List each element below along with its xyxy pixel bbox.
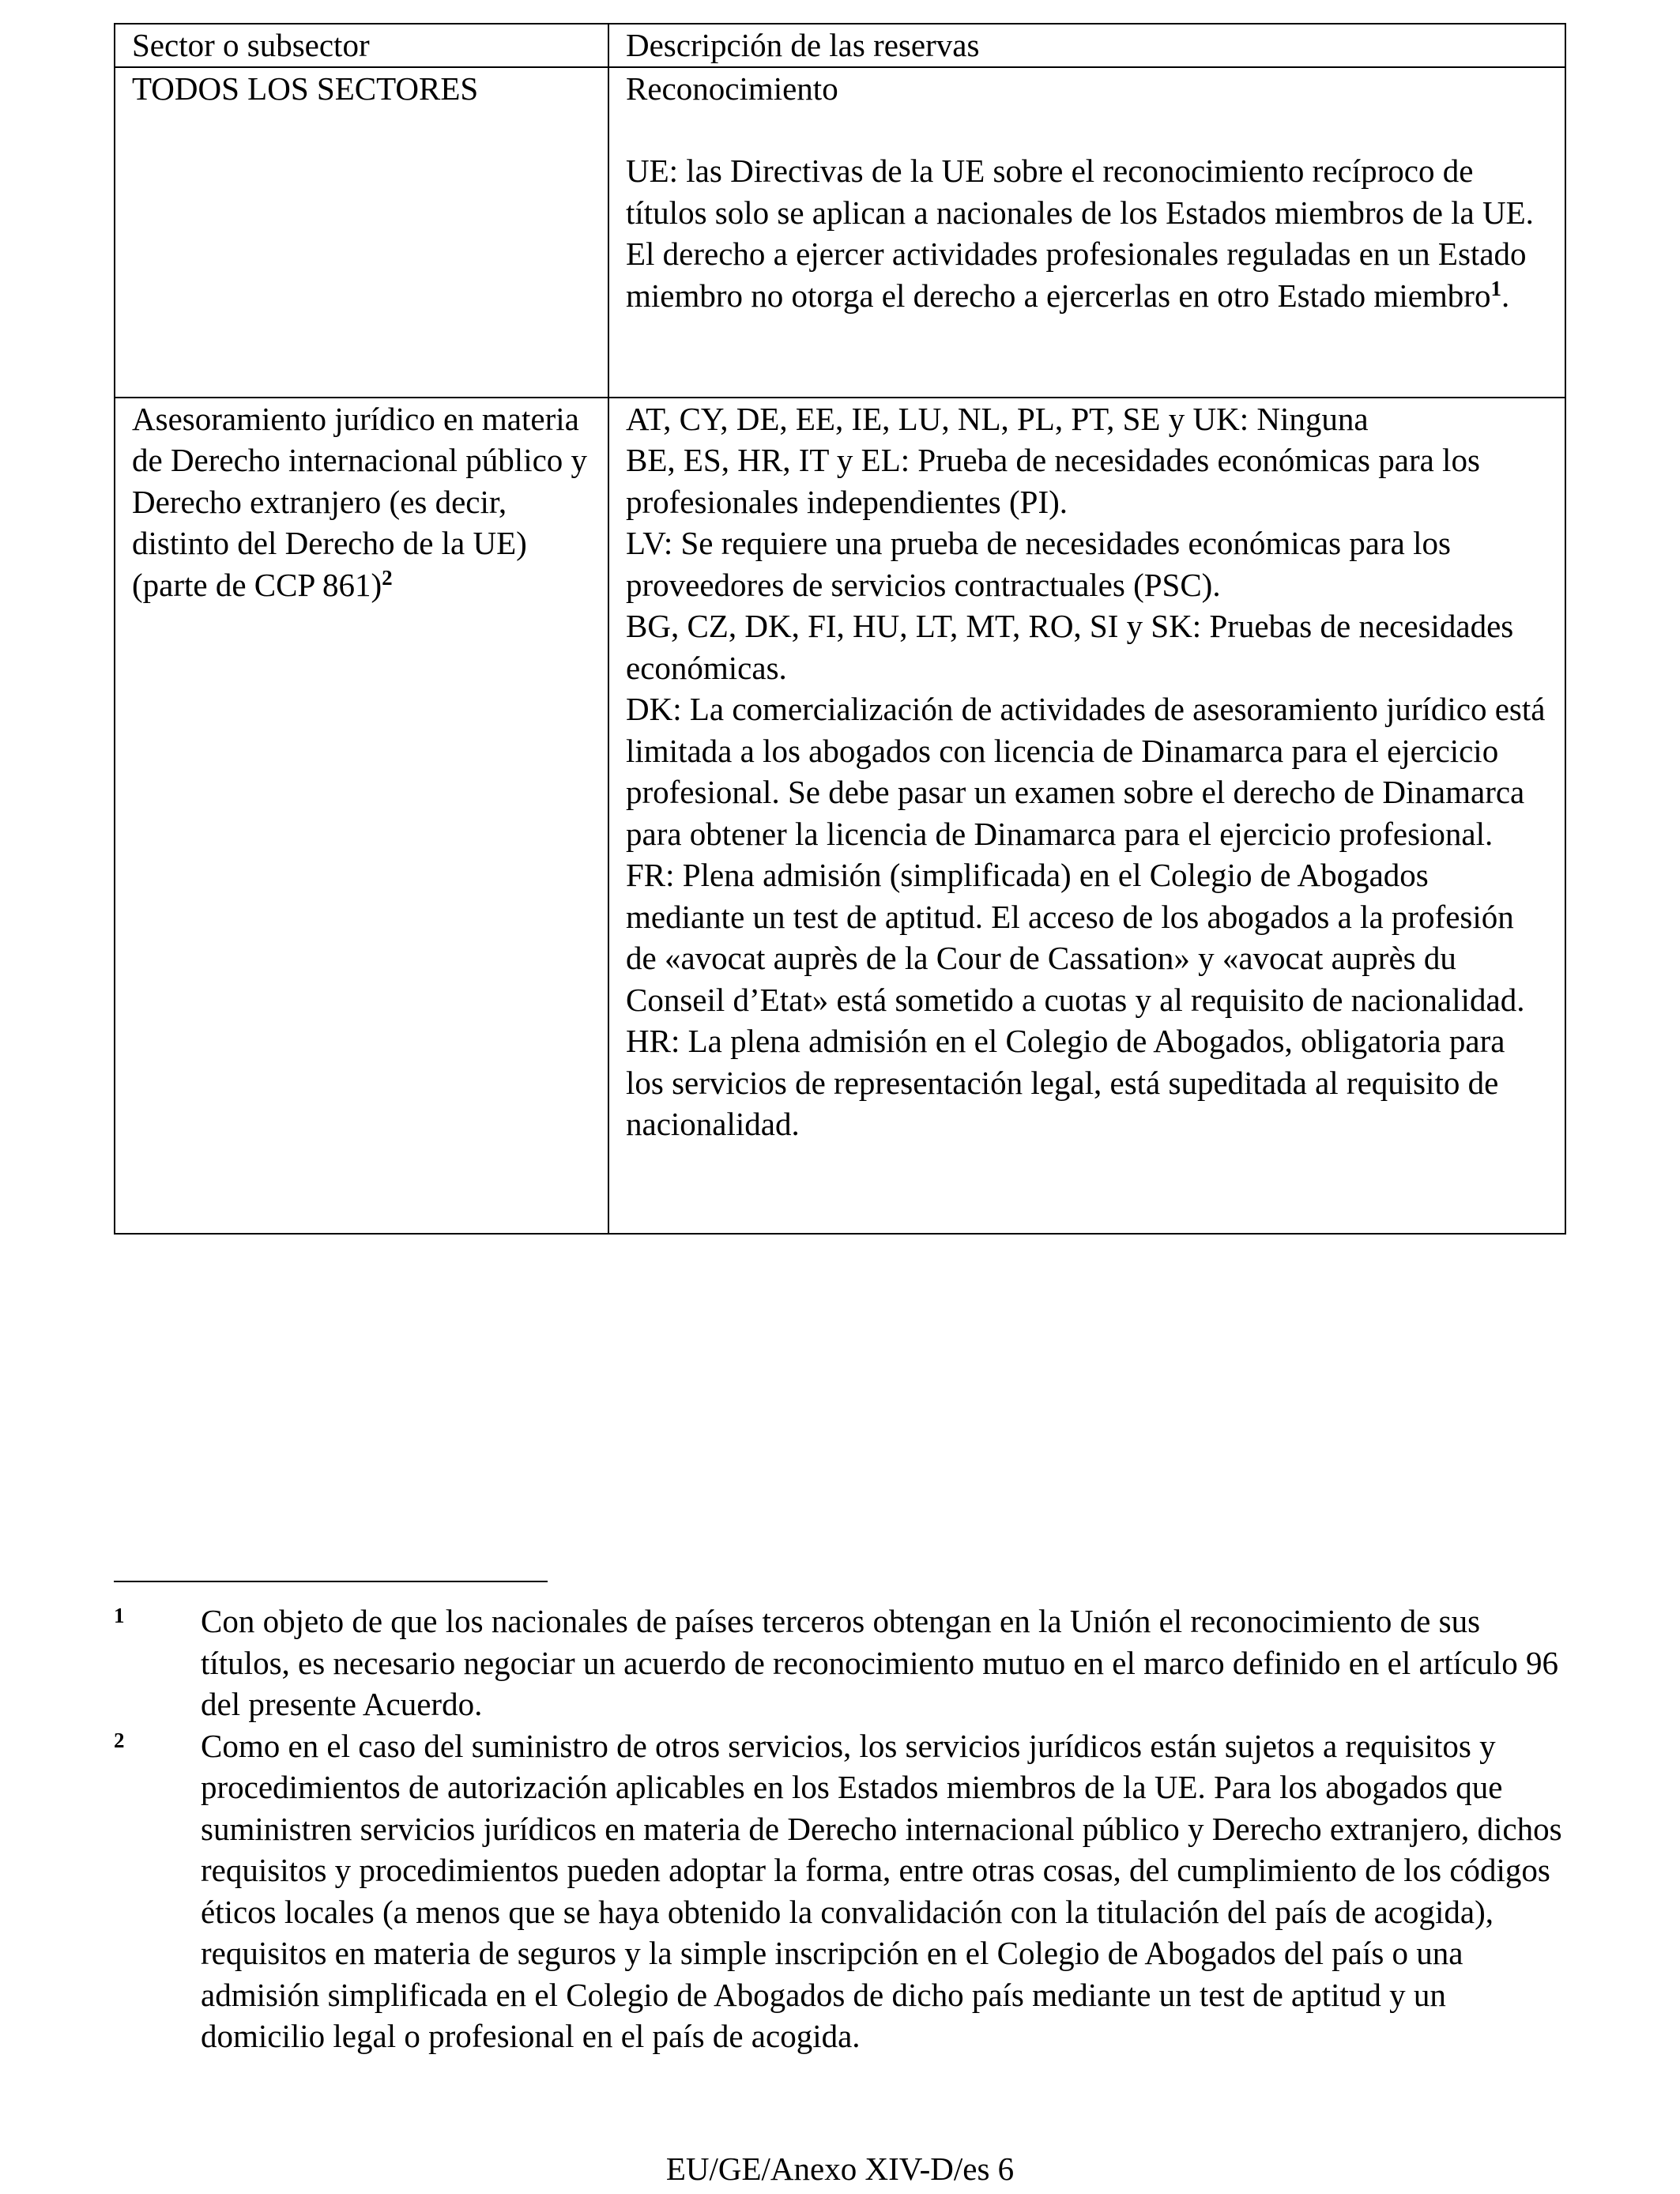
reservation-item: LV: Se requiere una prueba de necesidades económicas para los proveedores de servicios contractuales (PSC).: [626, 525, 1451, 603]
table-row: [115, 398, 1565, 1234]
description-heading: Reconocimiento: [626, 70, 838, 107]
header-sector: Sector o subsector: [115, 24, 608, 67]
description-end: .: [1501, 277, 1510, 314]
sector-cell: TODOS LOS SECTORES: [115, 67, 608, 398]
sector-cell: [115, 398, 608, 1234]
footnote-text: Como en el caso del suministro de otros servicios, los servicios jurídicos están sujetos a requisitos y procedimientos de autorización aplicables en los Estados miembros de la UE. Para los abogados que suministren servicios jurídicos en materia de Derecho internacional público y Derecho extranjero, dichos requisitos y procedimientos pueden adoptar la forma, entre otras cosas, del cumplimiento de los códigos éticos locales (a menos que se haya obtenido la convalidación con la titulación del país de acogida), requisitos en materia de seguros y la simple inscripción en el Colegio de Abogados del país o una admisión simplificada en el Colegio de Abogados de dicho país mediante un test de aptitud y un domicilio legal o profesional en el país de acogida.: [201, 1727, 1562, 2054]
footnote: [114, 1725, 1565, 2057]
sector-text: Asesoramiento jurídico en materia de Derecho internacional público y Derecho extranjero (es decir, distinto del Derecho de la UE) (parte de CCP 861): [132, 400, 588, 603]
reservation-item: DK: La comercialización de actividades de asesoramiento jurídico está limitada a los abogados con licencia de Dinamarca para el ejercicio profesional. Se debe pasar un examen sobre el derecho de Dinamarca para obtener la licencia de Dinamarca para el ejercicio profesional.: [626, 691, 1546, 852]
page-footer: EU/GE/Anexo XIV-D/es 6: [665, 2151, 1015, 2187]
reservations-table: [114, 23, 1566, 1235]
reservation-item: FR: Plena admisión (simplificada) en el Colegio de Abogados mediante un test de aptitud. El acceso de los abogados a la profesión de «avocat auprès de la Cour de Cassation» y «avocat auprès du Conseil d’Etat» está sometido a cuotas y al requisito de nacionalidad.: [626, 857, 1525, 1018]
description-text: [626, 150, 1550, 316]
footnotes: [114, 1600, 1565, 2057]
footnote-number: 2: [114, 1728, 125, 1752]
description-cell: [608, 67, 1565, 398]
reservation-item: BE, ES, HR, IT y EL: Prueba de necesidades económicas para los profesionales independientes (PI).: [626, 442, 1480, 520]
reservation-item: AT, CY, DE, EE, IE, LU, NL, PL, PT, SE y UK: Ninguna: [626, 400, 1369, 437]
footnote: [114, 1600, 1565, 1725]
footnote-text: Con objeto de que los nacionales de países terceros obtengan en la Unión el reconocimiento de sus títulos, es necesario negociar un acuerdo de reconocimiento mutuo en el marco definido en el artículo 96 del presente Acuerdo.: [201, 1603, 1558, 1722]
header-description: Descripción de las reservas: [608, 24, 1565, 67]
table-row: [115, 67, 1565, 398]
footnote-number: 1: [114, 1604, 125, 1627]
footnote-reference: 1: [1490, 276, 1501, 300]
footnote-reference: 2: [382, 565, 393, 590]
description-body: UE: las Directivas de la UE sobre el reconocimiento recíproco de títulos solo se aplican a nacionales de los Estados miembros de la UE. El derecho a ejercer actividades profesionales reguladas en un Estado miembro no otorga el derecho a ejercerlas en otro Estado miembro: [626, 153, 1534, 314]
footnote-separator: [114, 1581, 548, 1582]
description-cell: [608, 398, 1565, 1234]
table-header-row: [115, 24, 1565, 67]
paragraph-spacer: [626, 109, 1550, 150]
reservation-item: HR: La plena admisión en el Colegio de Abogados, obligatoria para los servicios de representación legal, está supeditada al requisito de nacionalidad.: [626, 1023, 1505, 1142]
reservation-item: BG, CZ, DK, FI, HU, LT, MT, RO, SI y SK: Pruebas de necesidades económicas.: [626, 608, 1514, 686]
